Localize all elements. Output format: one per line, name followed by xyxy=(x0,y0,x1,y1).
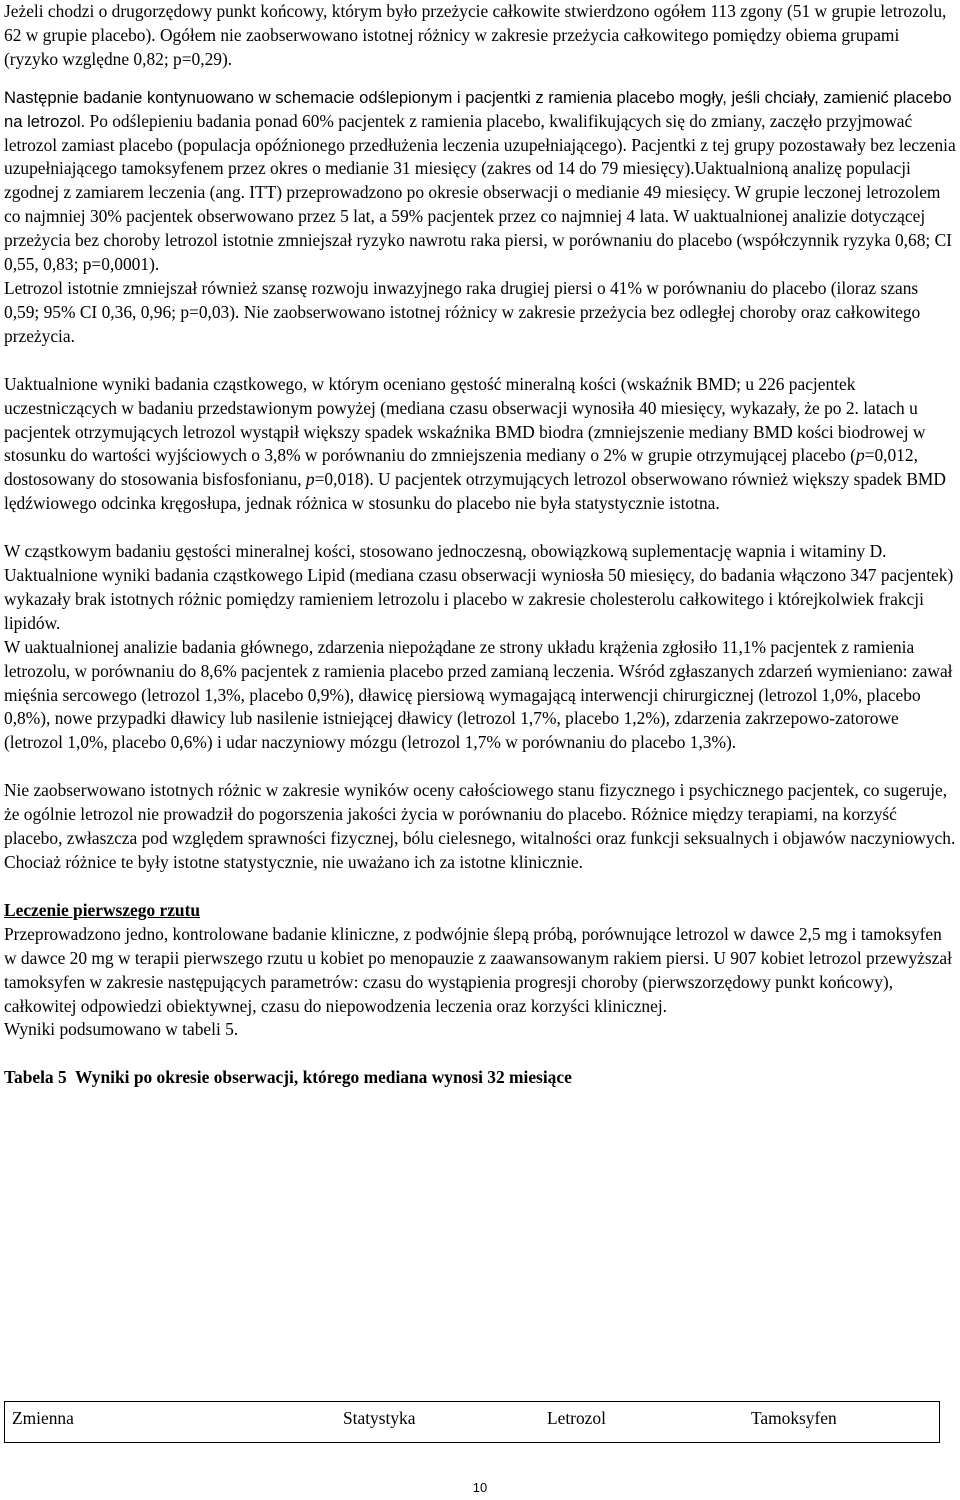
paragraph-bmd-substudy xyxy=(4,373,956,516)
column-header-statistic: Statystyka xyxy=(343,1408,416,1429)
paragraph-calcium-supplementation: W cząstkowym badaniu gęstości mineralnej kości, stosowano jednoczesną, obowiązkową suplementację wapnia i witaminy D. xyxy=(4,541,887,562)
bmd-text-1: Uaktualnione wyniki badania cząstkowego, w którym oceniano gęstość mineralną kości (wskaźnik BMD; u 226 pacjentek uczestniczących w badaniu przedstawionym powyżej (mediana czasu obserwacji wynosiła 40 miesięcy, wykazały, że po 2. latach u pacjentek otrzymujących letrozol wystąpił większy spadek wskaźnika BMD biodra (zmniejszenie mediany BMD kości biodrowej w stosunku do wartości wyjściowych o 3,8% w porównaniu do zmniejszenia mediany o 2% w grupie otrzymującej placebo ( xyxy=(4,373,926,466)
spacer xyxy=(4,875,956,899)
paragraph-cardiovascular-events: W uaktualnionej analizie badania głównego, zdarzenia niepożądane ze strony układu krążenia zgłosiło 11,1% pacjentek z ramienia letrozolu, w porównaniu do 8,6% pacjentek z ramienia placebo przed zamianą leczenia. Wśród zgłaszanych zdarzeń wymieniano: zawał mięśnia sercowego (letrozol 1,3%, placebo 0,9%), dławicę piersiową wymagającą interwencji chirurgicznej (letrozol 1,0%, placebo 0,8%), nowe przypadki dławicy lub nasilenie istniejącej dławicy (letrozol 1,7%, placebo 1,2%), zdarzenia zakrzepowo-zatorowe (letrozol 1,0%, placebo 0,6%) i udar naczyniowy mózgu (letrozol 1,7% w porównaniu do placebo 1,3%). xyxy=(4,636,953,753)
paragraph-quality-of-life: Nie zaobserwowano istotnych różnic w zakresie wyników oceny całościowego stanu fizycznego i psychicznego pacjentek, co sugeruje, że ogólnie letrozol nie prowadził do pogorszenia jakości życia w porównaniu do placebo. Różnice między terapiami, na korzyść placebo, zwłaszcza pod względem sprawności fizycznej, bólu cielesnego, witalności oraz funkcji seksualnych i objawów naczyniowych. Chociaż różnice te były istotne statystycznie, nie uważano ich za istotne klinicznie. xyxy=(4,780,956,872)
page-number: 10 xyxy=(472,1480,488,1495)
spacer xyxy=(4,516,956,540)
document-page xyxy=(4,0,956,1090)
paragraph-unblinded-results: Po odślepieniu badania ponad 60% pacjentek z ramienia placebo, kwalifikujących się do zmiany, zaczęło przyjmować letrozol zamiast placebo (populacja opóźnionego przedłużenia leczenia uzupełniającego). Pacjentki z tej grupy pozostawały bez leczenia uzupełniającego tamoksyfenem przez okres o medianie 31 miesięcy (zakres od 14 do 79 miesięcy).Uaktualnioną analizę populacji zgodnej z zamiarem leczenia (ang. ITT) przeprowadzono po okresie obserwacji o medianie 49 miesięcy. W grupie leczonej letrozolem co najmniej 30% pacjentek obserwowano przez 5 lat, a 59% pacjentek przez co najmniej 4 lata. W uaktualnionej analizie dotyczącej przeżycia bez choroby letrozol istotnie zmniejszał ryzyko nawrotu raka piersi, w porównaniu do placebo (współczynnik ryzyka 0,68; CI 0,55, 0,83; p=0,0001). xyxy=(4,110,956,275)
spacer xyxy=(4,755,956,779)
paragraph-first-line-study: Przeprowadzono jedno, kontrolowane badanie kliniczne, z podwójnie ślepą próbą, porównujące letrozol w dawce 2,5 mg i tamoksyfen w dawce 20 mg w terapii pierwszego rzutu u kobiet po menopauzie z zaawansowanym rakiem piersi. U 907 kobiet letrozol przewyższał tamoksyfen w zakresie następujących parametrów: czasu do wystąpienia progresji choroby (pierwszorzędowy punkt końcowy), całkowitej odpowiedzi obiektywnej, czasu do niepowodzenia leczenia oraz korzyści klinicznej. xyxy=(4,923,952,1016)
bmd-text-2: =0,012, dostosowany do stosowania bisfosfonianu, xyxy=(4,445,918,490)
p-value-symbol: p xyxy=(855,445,865,466)
paragraph-lipid-substudy: Uaktualnione wyniki badania cząstkowego Lipid (mediana czasu obserwacji wyniosła 50 miesięcy, do badania włączono 347 pacjentek) wykazały brak istotnych różnic pomiędzy ramieniem letrozolu i placebo w zakresie cholesterolu całkowitego i którejkolwiek frakcji lipidów. xyxy=(4,565,954,633)
results-table xyxy=(4,1401,940,1443)
column-header-variable: Zmienna xyxy=(12,1408,74,1429)
table-header-row xyxy=(5,1402,940,1443)
spacer xyxy=(4,1042,956,1066)
paragraph-results-reference: Wyniki podsumowano w tabeli 5. xyxy=(4,1019,239,1040)
section-heading: Leczenie pierwszego rzutu xyxy=(4,899,201,920)
paragraph-unblinded-intro: Następnie badanie kontynuowano w schemacie odślepionym i pacjentki z ramienia placebo mogły, jeśli chciały, zamienić placebo na letrozol. xyxy=(4,87,952,131)
paragraph-contralateral-cancer: Letrozol istotnie zmniejszał również szansę rozwoju inwazyjnego raka drugiej piersi o 41% w porównaniu do placebo (iloraz szans 0,59; 95% CI 0,36, 0,96; p=0,03). Nie zaobserwowano istotnej różnicy w zakresie przeżycia bez odległej choroby oraz całkowitego przeżycia. xyxy=(4,277,921,346)
p-value-symbol: p xyxy=(305,469,315,490)
paragraph-unblinded-study xyxy=(4,86,956,277)
column-header-letrozole: Letrozol xyxy=(547,1408,606,1429)
bmd-text-3: =0,018). U pacjentek otrzymujących letrozol obserwowano również większy spadek BMD lędźwiowego odcinka kręgosłupa, jednak różnica w stosunku do placebo nie była statystycznie istotna. xyxy=(4,469,946,514)
column-header-tamoxifen: Tamoksyfen xyxy=(751,1408,837,1429)
paragraph-overall-survival: Jeżeli chodzi o drugorzędowy punkt końcowy, którym było przeżycie całkowite stwierdzono ogółem 113 zgony (51 w grupie letrozolu, 62 w grupie placebo). Ogółem nie zaobserwowano istotnej różnicy w zakresie przeżycia całkowitego pomiędzy obiema grupami (ryzyko względne 0,82; p=0,29). xyxy=(4,1,947,69)
table-caption: Tabela 5 Wyniki po okresie obserwacji, którego mediana wynosi 32 miesiące xyxy=(4,1067,572,1088)
spacer xyxy=(4,349,956,373)
